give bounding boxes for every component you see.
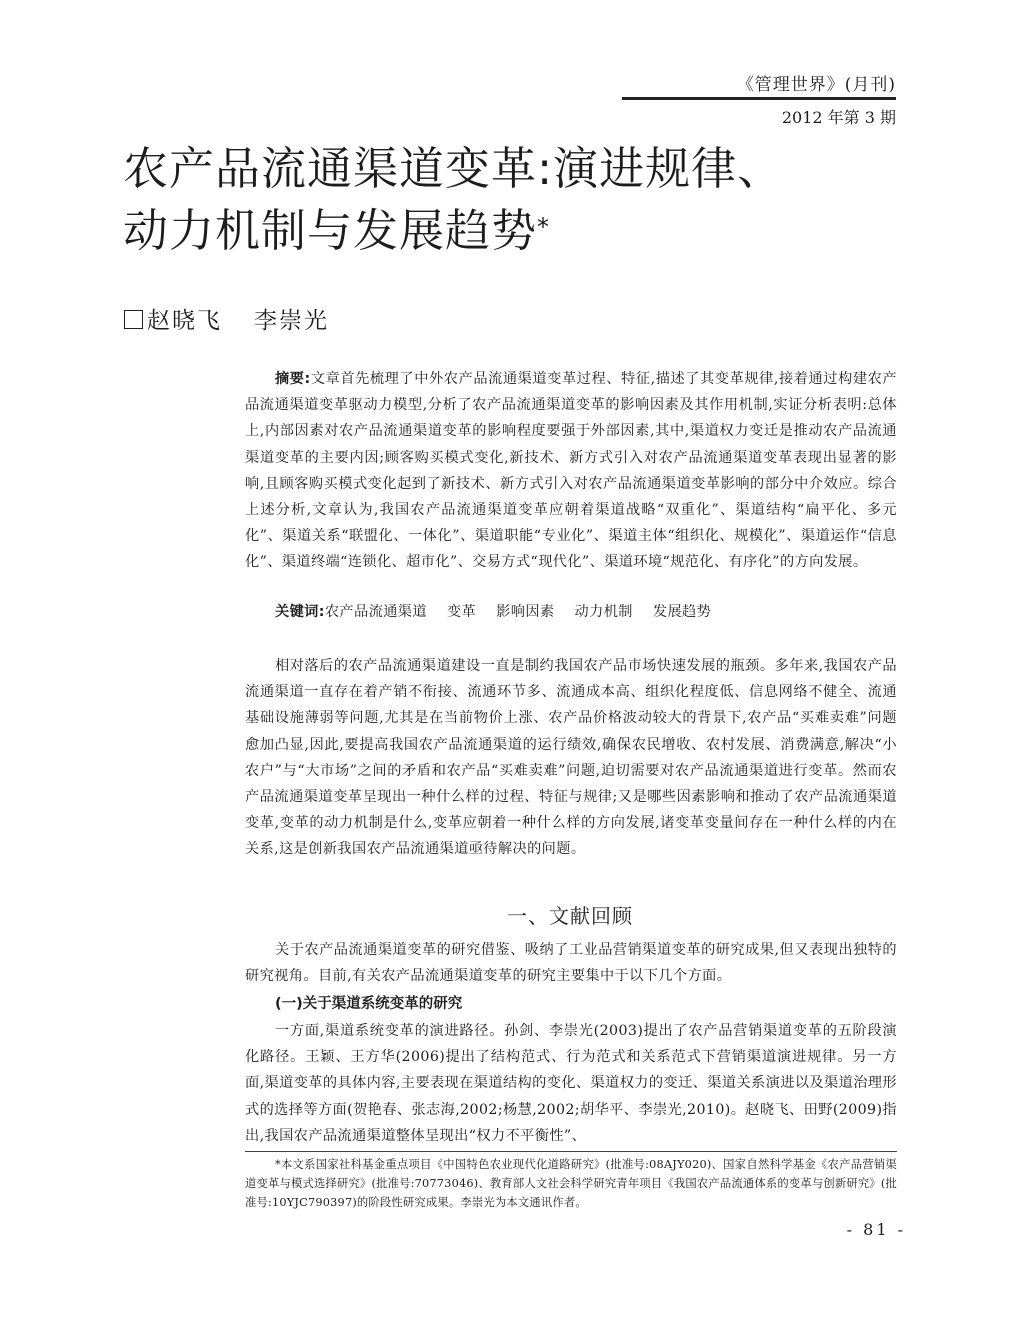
keyword: 发展趋势 (652, 604, 712, 620)
keywords-label: 关键词: (275, 604, 325, 620)
header-rule (622, 97, 896, 100)
abstract-text: 文章首先梳理了中外农产品流通渠道变革过程、特征,描述了其变革规律,接着通过构建农产品流通渠道变革驱动力模型,分析了农产品流通渠道变革的影响因素及其作用机制,实证分析表明:总体上,内部因素对农产品流通渠道变革的影响程度要强于外部因素,其中,渠道权力变迁是推动农产品流通渠道变革的主要内因;顾客购买模式变化,新技术、新方式引入对农产品流通渠道变革表现出显著的影响,且顾客购买模式变化起到了新技术、新方式引入对农产品流通渠道变革影响的部分中介效应。综合上述分析,文章认为,我国农产品流通渠道变革应朝着渠道战略“双重化”、渠道结构“扁平化、多元化”、渠道关系“联盟化、一体化”、渠道职能“专业化”、渠道主体“组织化、规模化”、渠道运作“信息化”、渠道终端“连锁化、超市化”、交易方式“现代化”、渠道环境“规范化、有序化”的方向发展。 (245, 371, 897, 571)
keyword: 影响因素 (496, 604, 555, 620)
title-line-2-text: 动力机制与发展趋势 (123, 204, 538, 257)
title-line-2 (123, 200, 903, 262)
keyword: 变革 (446, 604, 477, 620)
footnote: *本文系国家社科基金重点项目《中国特色农业现代化道路研究》(批准号:08AJY020)、国家自然科学基金《农产品营销渠道变革与模式选择研究》(批准号:70773046)、教育部人文社会科学研究青年项目《我国农产品流通体系的变革与创新研究》(批准号:10YJC790397)的阶段性研究成果。李崇光为本文通讯作者。 (245, 1158, 897, 1209)
author-2: 李崇光 (254, 308, 329, 334)
page-number: - 81 - (846, 1220, 906, 1239)
article-title (123, 138, 903, 262)
intro-paragraph: 相对落后的农产品流通渠道建设一直是制约我国农产品市场快速发展的瓶颈。多年来,我国农产品流通渠道一直存在着产销不衔接、流通环节多、流通成本高、组织化程度低、信息网络不健全、流通基础设施薄弱等问题,尤其是在当前物价上涨、农产品价格波动较大的背景下,农产品“买难卖难”问题愈加凸显,因此,要提高我国农产品流通渠道的运行绩效,确保农民增收、农村发展、消费满意,解决“小农户”与“大市场”之间的矛盾和农产品“买难卖难”问题,迫切需要对农产品流通渠道进行变革。然而农产品流通渠道变革呈现出一种什么样的过程、特征与规律;又是哪些因素影响和推动了农产品流通渠道变革,变革的动力机制是什么,变革应朝着一种什么样的方向发展,诸变革变量间存在一种什么样的内在关系,这是创新我国农产品流通渠道亟待解决的问题。 (245, 658, 897, 858)
author-1: 赵晓飞 (147, 308, 222, 334)
keyword: 农产品流通渠道 (324, 604, 427, 620)
footnote-divider (245, 1151, 897, 1152)
section-paragraph: 关于农产品流通渠道变革的研究借鉴、吸纳了工业品营销渠道变革的研究成果,但又表现出独特的研究视角。目前,有关农产品流通渠道变革的研究主要集中于以下几个方面。 (245, 942, 897, 985)
title-line-1: 农产品流通渠道变革:演进规律、 (123, 142, 784, 195)
abstract (245, 366, 897, 576)
abstract-label: 摘要: (275, 371, 311, 387)
title-footnote-mark: * (537, 213, 551, 241)
issue-label: 2012 年第 3 期 (781, 108, 896, 127)
keyword: 动力机制 (574, 604, 633, 620)
section-heading: 一、文献回顾 (507, 904, 633, 928)
subsection-paragraph: 一方面,渠道系统变革的演进路径。孙剑、李崇光(2003)提出了农产品营销渠道变革的五阶段演化路径。王颖、王方华(2006)提出了结构范式、行为范式和关系范式下营销渠道演进规律。另一方面,渠道变革的具体内容,主要表现在渠道结构的变化、渠道权力的变迁、渠道关系演进以及渠道治理形式的选择等方面(贺艳春、张志海,2002;杨慧,2002;胡华平、李崇光,2010)。赵晓飞、田野(2009)指出,我国农产品流通渠道整体呈现出“权力不平衡性”、 (245, 1023, 897, 1144)
keywords (275, 601, 731, 621)
author-box-icon (124, 310, 143, 329)
journal-name: 《管理世界》(月刊) (736, 75, 896, 95)
author-line (124, 302, 329, 335)
subsection-heading: (一)关于渠道系统变革的研究 (275, 996, 463, 1012)
